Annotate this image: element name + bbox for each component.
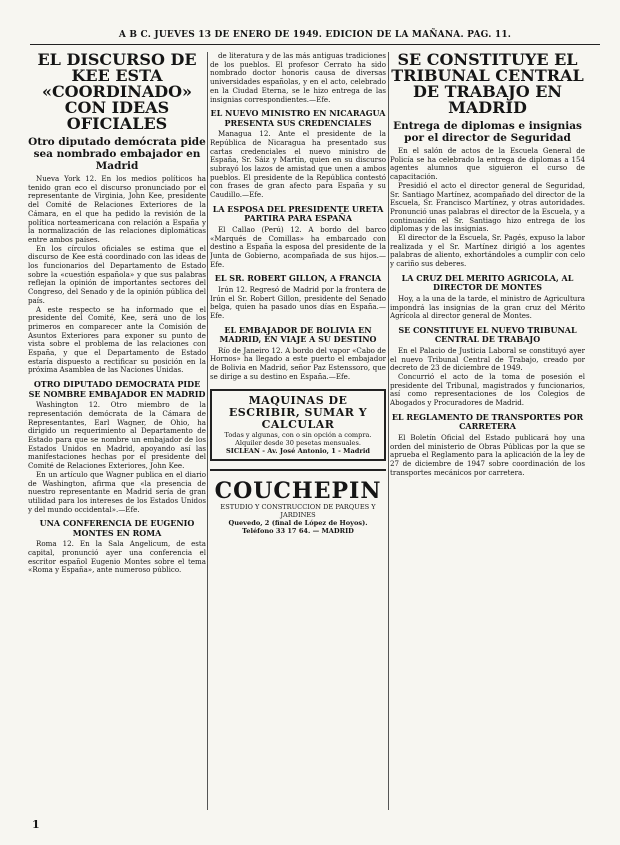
article-paragraph: Irún 12. Regresó de Madrid por la frontera de Irún el Sr. Robert Gillon, presidente del Senado belga, quien ha pasado unos días en España.—Efe. <box>210 284 386 320</box>
ad-brand: COUCHEPIN <box>214 478 382 505</box>
article-paragraph: Presidió el acto el director general de Seguridad, Sr. Santiago Martínez, acompañado del director de la Escuela, Sr. Francisco Martínez, y otras autoridades. Pronunció unas palabras el director de la Escuela, y a continuación el Sr. Santiago hizo entrega de los diplomas y de las insignias. <box>390 180 585 234</box>
section-heading: SE CONSTITUYE EL NUEVO TRIBUNAL CENTRAL DE TRABAJO <box>398 324 577 345</box>
ad-address: Quevedo, 2 (final de López de Hoyos). Teléfono 33 17 64. — MADRID <box>228 519 368 536</box>
subheadline-kee: Otro diputado demócrata pide sea nombrado embajador en Madrid <box>28 136 206 172</box>
article-paragraph: Roma 12. En la Sala Angelicum, de esta capital, pronunció ayer una conferencia el escritor español Eugenio Montes sobre el tema «Roma y España», ante numeroso público. <box>28 539 206 575</box>
article-paragraph: A este respecto se ha informado que el presidente del Comité, Kee, será uno de los primeros en comparecer ante la Comisión de Asuntos Exteriores para exponer su punto de vista sobre el problema de las relaciones con España, y que el Departamento de Estado estaría dispuesto a rectificar su posición en la próxima Asamblea de las Naciones Unidas. <box>28 304 206 375</box>
column-right <box>390 52 585 810</box>
ad-address: SICLEAN - Av. José Antonio, 1 - Madrid <box>226 447 370 456</box>
advertisement-couchepin <box>210 469 386 539</box>
article-paragraph: de literatura y de las más antiguas tradiciones de los pueblos. El profesor Cerrato ha sido nombrado doctor honoris causa de diversas universidades españolas, y en el acto, celebrado en la Ciudad Eterna, se le hizo entrega de las insignias correspondientes.—Efe. <box>210 52 386 104</box>
page-corner-mark: 1 <box>32 818 40 831</box>
ad-title: MAQUINAS DE ESCRIBIR, SUMAR Y CALCULAR <box>228 394 368 432</box>
ad-text: Todas y algunas, con o sin opción a compra. <box>224 431 372 440</box>
article-paragraph: En el salón de actos de la Escuela General de Policía se ha celebrado la entrega de diplomas a 154 agentes alumnos que siguieron el curso de capacitación. <box>390 146 585 182</box>
column-middle <box>210 52 386 810</box>
article-paragraph: En un artículo que Wagner publica en el diario de Washington, afirma que «la presencia de nuestro representante en Madrid sería de gran utilidad para los intereses de los Estados Unidos y del mundo occidental».—Efe. <box>28 469 206 514</box>
article-paragraph: Hoy, a la una de la tarde, el ministro de Agricultura impondrá las insignias de la gran cruz del Mérito Agrícola al director general de Montes. <box>390 293 585 321</box>
section-heading: LA ESPOSA DEL PRESIDENTE URETA PARTIRA PARA ESPAÑA <box>212 203 384 224</box>
section-heading: UNA CONFERENCIA DE EUGENIO MONTES EN ROMA <box>39 518 195 538</box>
headline-kee: EL DISCURSO DE KEE ESTA «COORDINADO» CON IDEAS OFICIALES <box>37 52 197 133</box>
article-paragraph: El Boletín Oficial del Estado publicará hoy una orden del ministerio de Obras Públicas por la que se aprueba el Reglamento para la aplicación de la ley de 27 de diciembre de 1947 sobre coordinación de los transportes mecánicos por carretera. <box>390 432 585 477</box>
article-paragraph: Nueva York 12. En los medios políticos ha tenido gran eco el discurso pronunciado por el representante de Virginia, John Kee, presidente del Comité de Relaciones Exteriores de la Cámara, en el que ha pedido la revisión de la política norteamericana con relación a España y la normalización de las relaciones diplomáticas entre ambos países. <box>28 174 206 244</box>
headline-tribunal: SE CONSTITUYE EL TRIBUNAL CENTRAL DE TRABAJO EN MADRID <box>391 52 584 117</box>
column-left <box>28 52 206 810</box>
section-heading: EL EMBAJADOR DE BOLIVIA EN MADRID, EN VIAJE A SU DESTINO <box>219 324 377 345</box>
column-divider <box>207 52 208 810</box>
article-paragraph: En los círculos oficiales se estima que el discurso de Kee está coordinado con las ideas de los funcionarios del Departamento de Estado sobre la «cuestión española» y que sus palabras reflejan la opinión de importantes sectores del Congreso, del Senado y de la opinión pública del país. <box>28 243 206 305</box>
ad-text: Alquiler desde 30 pesetas mensuales. <box>235 439 361 448</box>
article-paragraph: Managua 12. Ante el presidente de la República de Nicaragua ha presentado sus cartas credenciales el nuevo ministro de España, Sr. Sáiz y Martín, quien en su discurso subrayó los lazos de amistad que unen a ambos pueblos. El presidente de la República contestó con frases de gran afecto para España y su Caudillo.—Efe. <box>210 129 386 200</box>
article-paragraph: El Callao (Perú) 12. A bordo del barco «Marqués de Comillas» ha embarcado con destino a España la esposa del presidente de la Junta de Gobierno, acompañada de sus hijos.—Efe. <box>210 224 386 269</box>
article-paragraph: Río de Janeiro 12. A bordo del vapor «Cabo de Hornos» ha llegado a este puerto el embajador de Bolivia en Madrid, señor Paz Estenssoro, que se dirige a su destino en España.—Efe. <box>210 345 386 381</box>
section-heading: LA CRUZ DEL MERITO AGRICOLA, AL DIRECTOR DE MONTES <box>401 272 574 293</box>
section-heading: EL SR. ROBERT GILLON, A FRANCIA <box>214 273 382 284</box>
article-paragraph: Concurrió el acto de la toma de posesión el presidente del Tribunal, magistrados y funcionarios, así como representaciones de los Colegios de Abogados y Procuradores de Madrid. <box>390 372 585 408</box>
page-header: A B C. JUEVES 13 DE ENERO DE 1949. EDICION DE LA MAÑANA. PAG. 11. <box>30 30 600 45</box>
article-paragraph: El director de la Escuela, Sr. Pagés, expuso la labor realizada y el Sr. Martínez dirigió a los agentes palabras de aliento, exhortándoles a cumplir con celo y cariño sus deberes. <box>390 233 585 269</box>
section-heading: OTRO DIPUTADO DEMOCRATA PIDE SE NOMBRE EMBAJADOR EN MADRID <box>28 379 206 399</box>
column-divider <box>388 52 389 810</box>
article-paragraph: En el Palacio de Justicia Laboral se constituyó ayer el nuevo Tribunal Central de Trabajo, creado por decreto de 23 de diciembre de 1949. <box>390 345 585 373</box>
subheadline-tribunal: Entrega de diplomas e insignias por el director de Seguridad <box>393 120 582 144</box>
article-paragraph: Washington 12. Otro miembro de la representación demócrata de la Cámara de Representantes, Earl Wagner, de Ohio, ha dirigido un requerimiento al Departamento de Estado para que se nombre un embajador de los Estados Unidos en Madrid, apoyando así las manifestaciones hechas por el presidente del Comité de Relaciones Exteriores, John Kee. <box>28 400 206 471</box>
ad-text: ESTUDIO Y CONSTRUCCION DE PARQUES Y JARDINES <box>220 503 376 520</box>
advertisement-typewriters <box>210 389 386 461</box>
section-heading: EL NUEVO MINISTRO EN NICARAGUA PRESENTA SUS CREDENCIALES <box>210 108 386 128</box>
section-heading: EL REGLAMENTO DE TRANSPORTES POR CARRETERA <box>391 411 584 432</box>
